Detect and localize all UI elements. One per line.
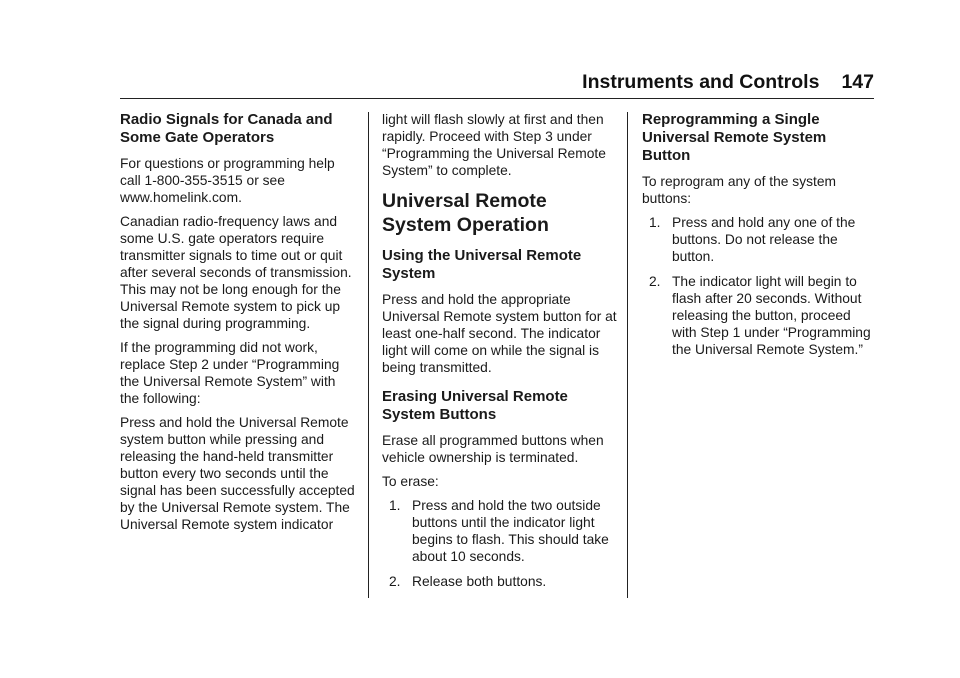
column-divider-2 <box>627 112 628 598</box>
paragraph: Press and hold the Universal Remote system button while pressing and releasing the hand-held transmitter button every two seconds until the signal has been successfully accepted by the Universal Remote system. The Universal Remote system indicator <box>120 415 355 532</box>
list-item: 2. The indicator light will begin to flash after 20 seconds. Without releasing the button, proceed with Step 1 under “Programming the Universal Remote System.” <box>649 274 871 357</box>
paragraph: To reprogram any of the system buttons: <box>642 174 837 206</box>
column-3 <box>642 111 878 366</box>
paragraph: Canadian radio-frequency laws and some U.S. gate operators require transmitter signals to time out or quit after several seconds of transmission. This may not be long enough for the Universal Remote system to pick up the signal during programming. <box>120 214 352 331</box>
heading-universal-remote-operation: Universal Remote System Operation <box>382 190 549 236</box>
paragraph: Erase all programmed buttons when vehicle ownership is terminated. <box>382 433 604 465</box>
list-item: 2. Release both buttons. <box>389 574 547 589</box>
page-header <box>582 64 874 94</box>
list-item: 1. Press and hold any one of the buttons. Do not release the button. <box>649 215 856 264</box>
column-1 <box>120 111 356 540</box>
reprogram-steps <box>642 214 878 358</box>
list-item: 1. Press and hold the two outside buttons until the indicator light begins to flash. This should take about 10 seconds. <box>389 498 609 564</box>
paragraph: If the programming did not work, replace Step 2 under “Programming the Universal Remote System” with the following: <box>120 340 340 406</box>
heading-using-universal-remote: Using the Universal Remote System <box>382 247 582 282</box>
column-2 <box>382 111 620 598</box>
heading-radio-signals: Radio Signals for Canada and Some Gate Operators <box>120 111 333 146</box>
erase-steps <box>382 497 620 590</box>
column-divider-1 <box>368 112 369 598</box>
header-rule <box>120 98 874 99</box>
section-title: Instruments and Controls <box>582 71 820 93</box>
paragraph: For questions or programming help call 1-800-355-3515 or see www.homelink.com. <box>120 156 335 205</box>
heading-reprogramming: Reprogramming a Single Universal Remote System Button <box>642 111 827 164</box>
paragraph: Press and hold the appropriate Universal Remote system button for at least one-half second. The indicator light will come on while the signal is being transmitted. <box>382 292 617 375</box>
paragraph: To erase: <box>382 474 439 489</box>
heading-erasing-buttons: Erasing Universal Remote System Buttons <box>382 388 568 423</box>
page-number: 147 <box>841 71 874 93</box>
paragraph: light will flash slowly at first and then rapidly. Proceed with Step 3 under “Programming the Universal Remote System” to complete. <box>382 112 606 178</box>
